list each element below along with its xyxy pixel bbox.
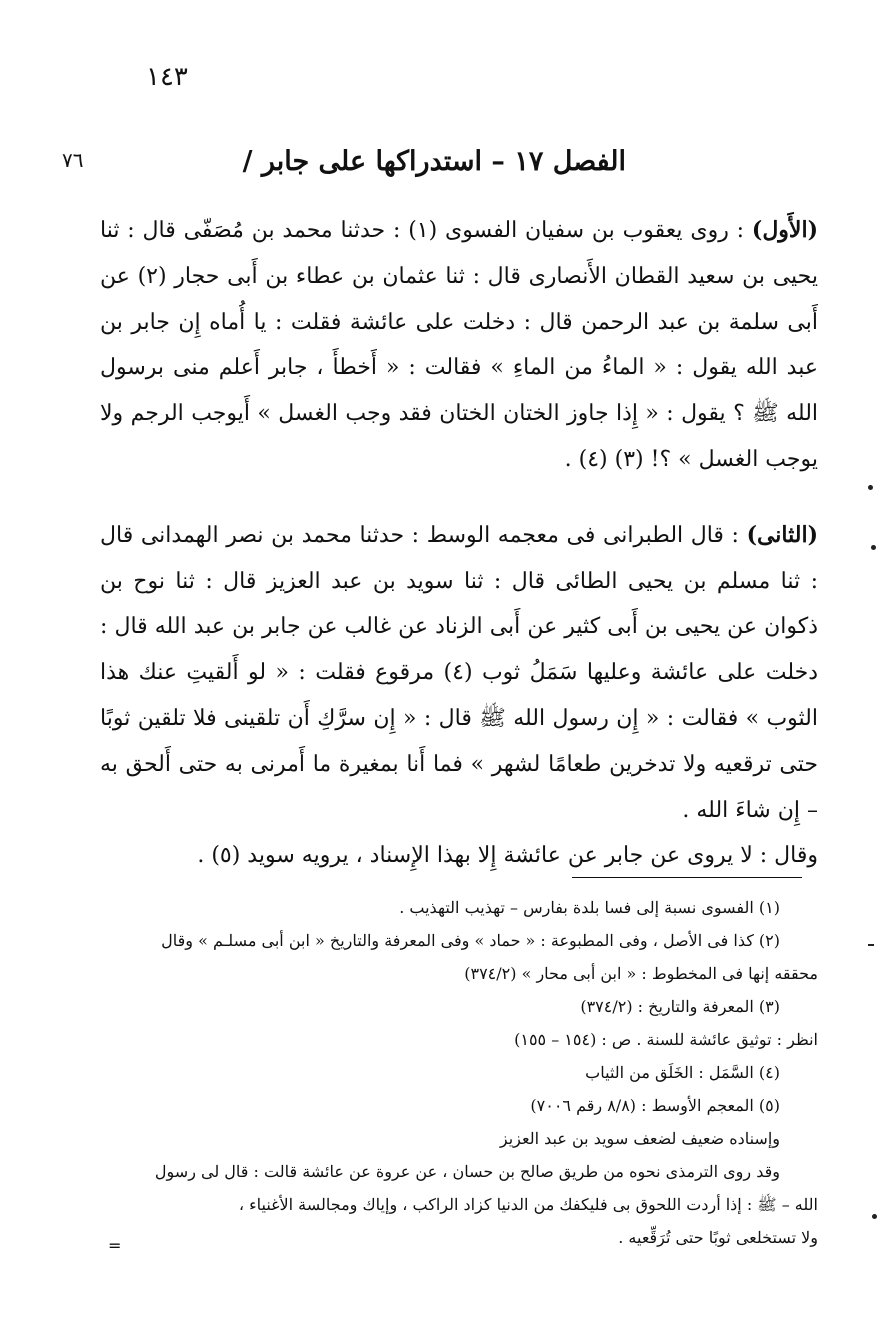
body-line: دخلت على عائشة وعليها سَمَلُ ثوب (٤) مرقوع فقلت : « لو أَلقيتِ عنك هذا [100,660,818,686]
body-line: ذكوان عن يحيى بن أَبى كثير عن أَبى الزناد عن غالب عن جابر بن عبد الله قال : [100,614,818,640]
footnote-5: (٥) المعجم الأوسط : (٨/٨ رقم ٧٠٠٦) [530,1096,780,1115]
footnote-separator [572,877,802,878]
page-number: ١٤٣ [146,62,188,92]
continuation-mark: = [108,1236,122,1255]
footnote-5-note-end: ولا تستخلعى ثوبًا حتى تُرَقِّعيه . [618,1228,818,1247]
body-line: برسول الله ﷺ ؟ يقول : « إِذا جاوز الختان الختان فقد وجب الغسل » أَيوجب [100,355,819,427]
body-line: الرجم ولا يوجب الغسل » ؟! (٣) (٤) . [100,401,818,472]
body-line: الثوب » فقالت : « إِن رسول الله ﷺ قال : « إِن سرَّكِ أَن تلقينى فلا تلقين ثوبًا [100,705,818,731]
body-line: قال : ثنا مسلم بن يحيى الطائى قال : ثنا سويد بن عبد العزيز قال : ثنا نوح بن [100,522,818,594]
footnote-3: (٣) المعرفة والتاريخ : (٣٧٤/٢) [580,997,780,1016]
paragraph-label-second: (الثانى) [746,521,818,548]
paragraph-label-first: (الأَول) [751,217,818,243]
body-line: حجار (٢) عن أَبى سلمة بن عبد الرحمن قال : دخلت على عائشة فقلت : يا أُماه [100,263,818,335]
body-line: إِن جابر بن عبد الله يقول : « الماءُ من الماءِ » فقالت : « أَخطأَ ، جابر أَعلم منى [100,309,818,381]
body-line: حتى ترقعيه ولا تدخرين طعامًا لشهر » فما أَنا بمغيرة ما أَمرنى به حتى أَلحق به – [100,751,818,823]
body-line: قال : ثنا يحيى بن سعيد القطان الأَنصارى قال : ثنا عثمان بن عطاء بن أَبى [100,218,818,289]
footnote-2-continued: محققه إنها فى المخطوط : « ابن أبى محار » (٣٧٤/٢) [464,964,818,983]
footnote-5-note: وقد روى الترمذى نحوه من طريق صالح بن حسان ، عن عروة عن عائشة قالت : قال لى رسول [154,1162,780,1181]
margin-dot [871,545,876,550]
margin-dash [868,944,874,946]
body-text [100,208,818,879]
footnote-4: (٤) السَّمَل : الخَلَق من الثياب [585,1063,780,1082]
footnote-5-continued: وإسناده ضعيف لضعف سويد بن عبد العزيز [499,1129,780,1148]
footnote-1: (١) الفسوى نسبة إلى فسا بلدة بفارس – تهذيب التهذيب . [399,898,780,917]
footnote-3-continued: انظر : توثيق عائشة للسنة . ص : (١٥٤ – ١٥٥) [514,1030,818,1049]
body-line: إِن شاءَ الله . [682,797,800,823]
section-number: ٧٦ [62,148,84,172]
paragraph-gap [100,483,818,513]
footnote-5-note-continued: الله – ﷺ : إذا أردت اللحوق بى فليكفك من الدنيا كزاد الراكب ، وإياك ومجالسة الأغنياء ، [238,1195,818,1214]
body-line: : روى يعقوب بن سفيان الفسوى (١) : حدثنا محمد بن مُصَفّى [183,218,752,243]
footnotes [100,891,818,1254]
chapter-title: / الفصل ١٧ – استدراكها على جابر [242,146,626,177]
footnote-2: (٢) كذا فى الأصل ، وفى المطبوعة : « حماد » وفى المعرفة والتاريخ « ابن أبى مسلـم » وقال [161,931,780,950]
body-line: : قال الطبرانى فى معجمه الوسط : حدثنا محمد بن نصر الهمدانى [140,522,747,548]
paragraph-closing: وقال : لا يروى عن جابر عن عائشة إِلا بهذا الإِسناد ، يرويه سويد (٥) . [197,843,818,869]
paragraph-second [100,513,818,834]
margin-dot [872,1214,877,1219]
paragraph-first [100,208,818,483]
margin-dot [868,485,873,490]
